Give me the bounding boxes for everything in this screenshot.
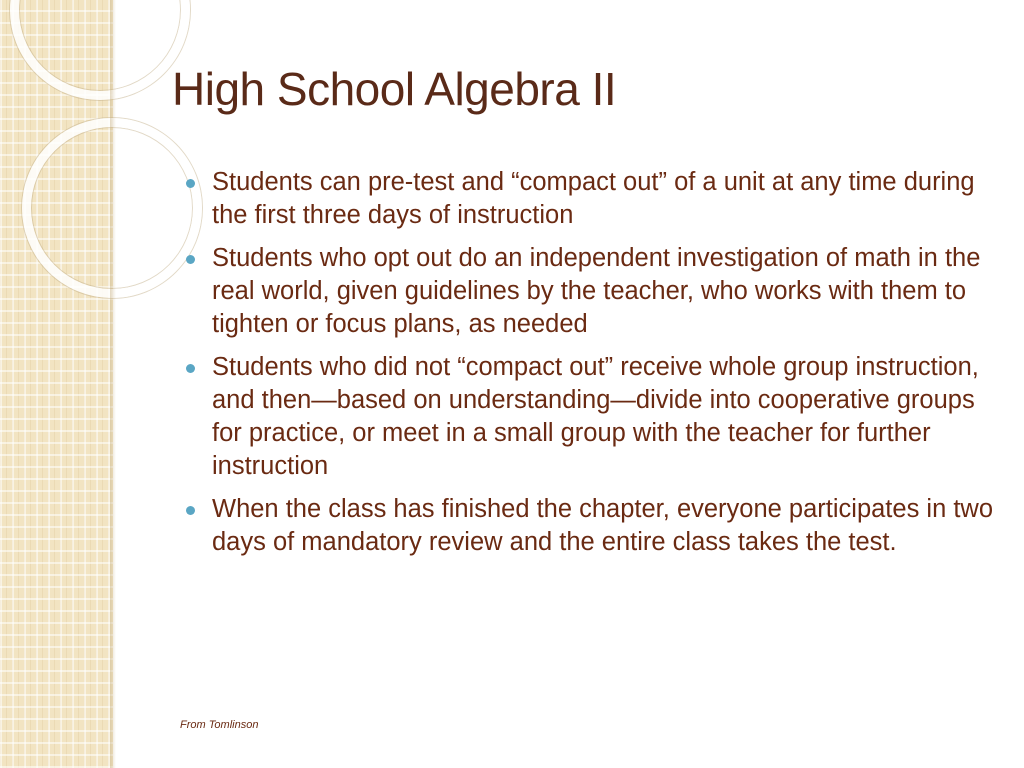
bullet-text: When the class has finished the chapter, everyone participates in two days of mandatory review and the entire class takes the test. — [212, 495, 994, 556]
decorative-side-strip — [0, 0, 113, 768]
bullet-list — [186, 166, 996, 569]
bullet-item — [186, 166, 996, 232]
bullet-item — [186, 493, 996, 559]
bullet-text: Students who did not “compact out” receive whole group instruction, and then—based on understanding—divide into cooperative groups for practice, or meet in a small group with the teacher for further instruction — [212, 353, 979, 480]
bullet-item — [186, 351, 996, 483]
side-strip-edge — [110, 0, 116, 768]
bullet-text: Students can pre-test and “compact out” of a unit at any time during the first three days of instruction — [212, 168, 975, 229]
bullet-text: Students who opt out do an independent investigation of math in the real world, given guidelines by the teacher, who works with them to tighten or focus plans, as needed — [212, 244, 981, 338]
circle-bullet-icon — [186, 255, 195, 264]
source-footnote: From Tomlinson — [180, 719, 259, 731]
circle-bullet-icon — [186, 179, 195, 188]
bullet-item — [186, 242, 996, 341]
decorative-ring-icon — [10, 0, 190, 100]
circle-bullet-icon — [186, 364, 195, 373]
slide-title: High School Algebra II — [172, 63, 617, 115]
circle-bullet-icon — [186, 506, 195, 515]
